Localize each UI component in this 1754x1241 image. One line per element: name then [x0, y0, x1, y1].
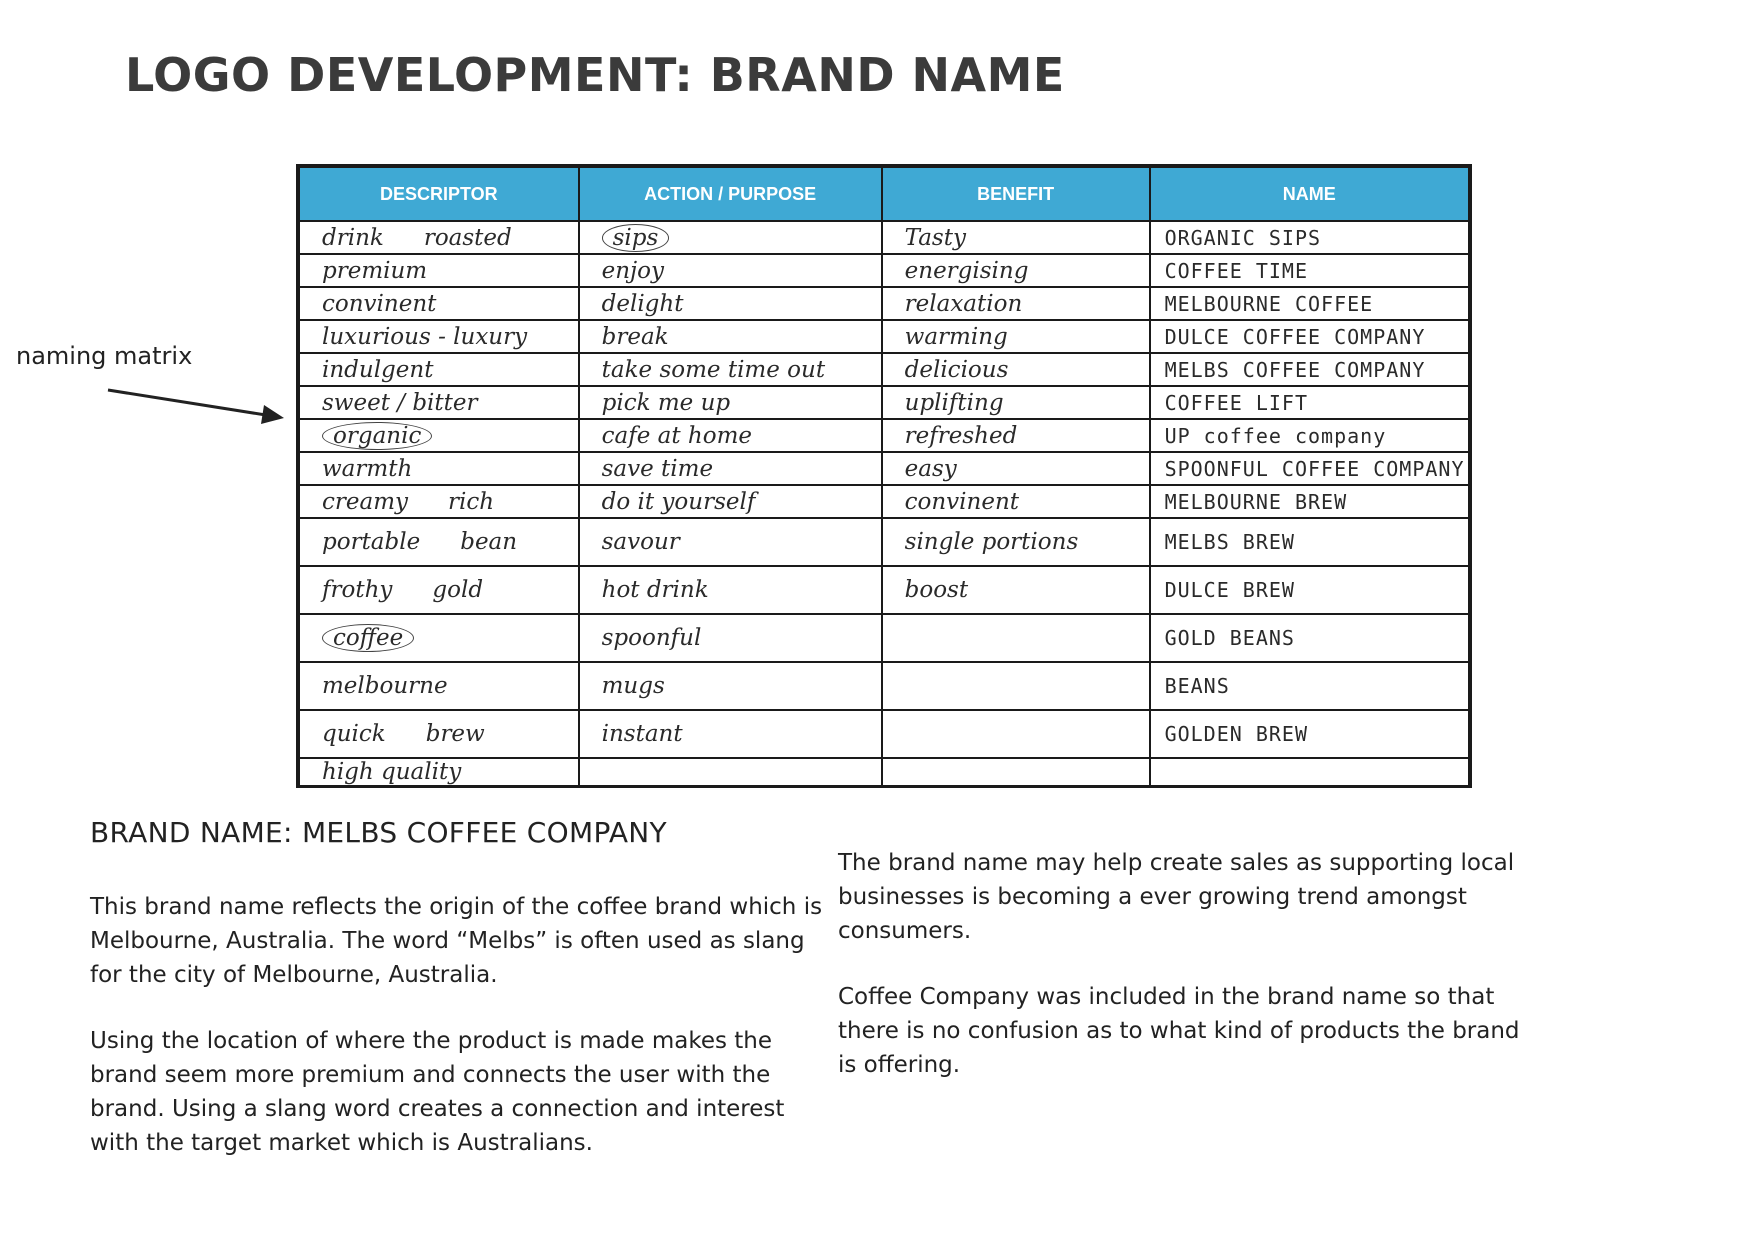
brand-clarity-paragraph: Coffee Company was included in the brand name so that there is no confusion as to what kind of products the brand is offering. — [838, 984, 1520, 1078]
table-row — [299, 518, 1469, 566]
name-cell: ORGANIC SIPS — [1150, 221, 1469, 254]
name-cell: MELBS COFFEE COMPANY — [1150, 353, 1469, 386]
matrix-header-row — [299, 167, 1469, 221]
name-cell: DULCE COFFEE COMPANY — [1150, 320, 1469, 353]
benefit-cell: convinent — [882, 485, 1150, 518]
benefit-cell — [882, 710, 1150, 758]
descriptor-cell: warmth — [299, 452, 579, 485]
descriptor-word: roasted — [423, 224, 512, 251]
name-cell: DULCE BREW — [1150, 566, 1469, 614]
benefit-cell: energising — [882, 254, 1150, 287]
descriptor-cell: convinent — [299, 287, 579, 320]
benefit-cell: boost — [882, 566, 1150, 614]
table-row — [299, 662, 1469, 710]
header-action-purpose: ACTION / PURPOSE — [579, 167, 882, 221]
table-row — [299, 287, 1469, 320]
header-descriptor: DESCRIPTOR — [299, 167, 579, 221]
descriptor-cell: premium — [299, 254, 579, 287]
descriptor-cell: luxurious - luxury — [299, 320, 579, 353]
brand-origin-paragraph: This brand name reflects the origin of the coffee brand which is Melbourne, Australia. The word “Melbs” is often used as slang for the city of Melbourne, Australia. — [90, 894, 823, 988]
name-cell: MELBS BREW — [1150, 518, 1469, 566]
action-cell: do it yourself — [579, 485, 882, 518]
benefit-cell: relaxation — [882, 287, 1150, 320]
benefit-cell — [882, 758, 1150, 786]
table-row — [299, 386, 1469, 419]
name-cell: BEANS — [1150, 662, 1469, 710]
benefit-cell: delicious — [882, 353, 1150, 386]
action-cell: hot drink — [579, 566, 882, 614]
table-row — [299, 254, 1469, 287]
action-cell: delight — [579, 287, 882, 320]
table-row — [299, 710, 1469, 758]
table-row — [299, 758, 1469, 786]
name-cell: COFFEE TIME — [1150, 254, 1469, 287]
descriptor-cell: high quality — [299, 758, 579, 786]
action-cell: savour — [579, 518, 882, 566]
descriptor-word: bean — [460, 529, 518, 555]
action-cell — [579, 221, 882, 254]
name-cell: UP coffee company — [1150, 419, 1469, 452]
header-name: NAME — [1150, 167, 1469, 221]
table-row — [299, 419, 1469, 452]
benefit-cell: refreshed — [882, 419, 1150, 452]
table-row — [299, 614, 1469, 662]
table-row — [299, 221, 1469, 254]
table-row — [299, 485, 1469, 518]
table-row — [299, 320, 1469, 353]
header-benefit: BENEFIT — [882, 167, 1150, 221]
action-cell — [579, 452, 882, 485]
descriptor-word: rich — [448, 488, 495, 515]
naming-matrix — [296, 164, 1472, 788]
action-word: sips — [602, 224, 670, 252]
name-cell: MELBOURNE BREW — [1150, 485, 1469, 518]
descriptor-cell: sweet / bitter — [299, 386, 579, 419]
descriptor-cell — [299, 614, 579, 662]
benefit-cell — [882, 662, 1150, 710]
name-cell: COFFEE LIFT — [1150, 386, 1469, 419]
action-cell: cafe at home — [579, 419, 882, 452]
name-cell: MELBOURNE COFFEE — [1150, 287, 1469, 320]
descriptor-word: brew — [425, 721, 485, 747]
name-cell: SPOONFUL COFFEE COMPANY — [1150, 452, 1469, 485]
action-cell: pick me up — [579, 386, 882, 419]
descriptor-cell — [299, 485, 579, 518]
action-cell: enjoy — [579, 254, 882, 287]
benefit-cell: single portions — [882, 518, 1150, 566]
arrow-right-icon — [100, 378, 290, 438]
table-row — [299, 452, 1469, 485]
table-row — [299, 566, 1469, 614]
descriptor-word: gold — [432, 577, 484, 603]
name-cell: GOLD BEANS — [1150, 614, 1469, 662]
descriptor-word: coffee — [322, 624, 414, 652]
name-cell: GOLDEN BREW — [1150, 710, 1469, 758]
action-cell: take some time out — [579, 353, 882, 386]
descriptor-word: quick — [322, 721, 386, 747]
benefit-cell: easy — [882, 452, 1150, 485]
benefit-cell: uplifting — [882, 386, 1150, 419]
descriptor-cell — [299, 419, 579, 452]
action-cell: break — [579, 320, 882, 353]
page-title: LOGO DEVELOPMENT: BRAND NAME — [125, 48, 1065, 102]
name-cell — [1150, 758, 1469, 786]
benefit-cell: warming — [882, 320, 1150, 353]
action-cell — [579, 758, 882, 786]
brand-sales-paragraph: The brand name may help create sales as supporting local businesses is becoming a ever growing trend amongst consumers. — [838, 850, 1515, 944]
descriptor-word: drink — [322, 224, 384, 251]
action-cell: spoonful — [579, 614, 882, 662]
brand-location-paragraph: Using the location of where the product is made makes the brand seem more premium and connects the user with the brand. Using a slang word creates a connection and interest with the target market which is Australians. — [90, 1028, 785, 1156]
descriptor-word: creamy — [322, 488, 409, 515]
table-row — [299, 353, 1469, 386]
action-cell: instant — [579, 710, 882, 758]
brand-name-heading: BRAND NAME: MELBS COFFEE COMPANY — [90, 816, 667, 849]
naming-matrix-table — [298, 166, 1470, 787]
naming-matrix-label: naming matrix — [16, 342, 193, 370]
descriptor-cell — [299, 710, 579, 758]
descriptor-cell — [299, 566, 579, 614]
benefit-cell: Tasty — [882, 221, 1150, 254]
descriptor-cell — [299, 221, 579, 254]
descriptor-cell — [299, 518, 579, 566]
descriptor-cell: indulgent — [299, 353, 579, 386]
descriptor-cell: melbourne — [299, 662, 579, 710]
descriptor-word: portable — [322, 529, 421, 555]
descriptor-word: organic — [322, 422, 432, 450]
action-word: save time — [601, 455, 714, 482]
benefit-cell — [882, 614, 1150, 662]
action-cell: mugs — [579, 662, 882, 710]
descriptor-word: frothy — [322, 577, 393, 603]
